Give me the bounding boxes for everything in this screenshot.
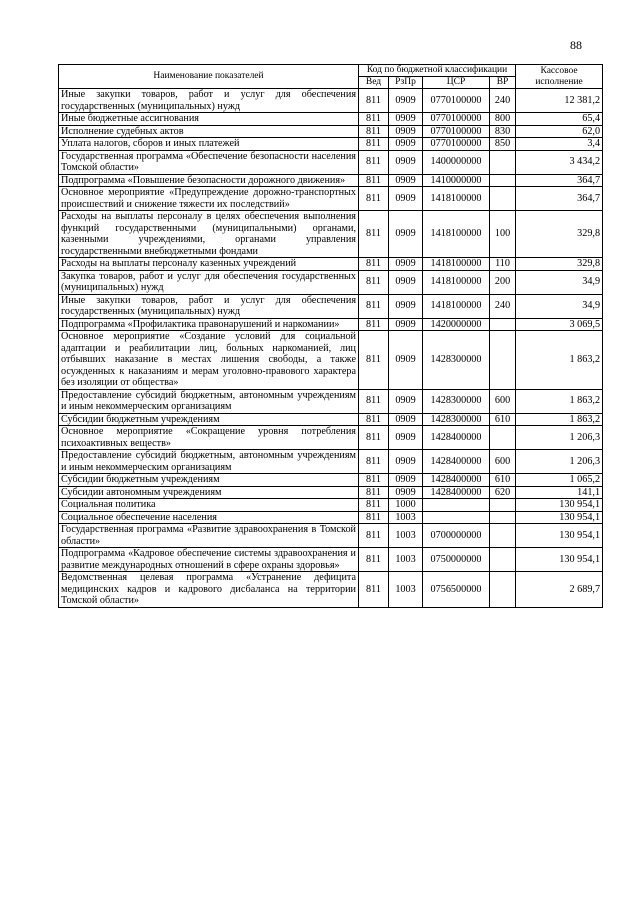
row-name: Субсидии бюджетным учреждениям	[59, 474, 359, 487]
row-vr: 240	[490, 89, 516, 113]
row-name: Социальное обеспечение населения	[59, 511, 359, 524]
row-ved: 811	[359, 486, 389, 499]
row-csr: 1418100000	[423, 270, 490, 294]
row-ved: 811	[359, 331, 389, 390]
header-vr: ВР	[490, 77, 516, 89]
table-row	[59, 113, 603, 126]
row-name: Государственная программа «Развитие здравоохранения в Томской области»	[59, 524, 359, 548]
row-rzpr: 0909	[389, 138, 423, 151]
row-csr	[423, 499, 490, 512]
row-amount: 2 689,7	[516, 572, 603, 608]
row-rzpr: 1003	[389, 572, 423, 608]
row-rzpr: 0909	[389, 113, 423, 126]
row-name: Иные бюджетные ассигнования	[59, 113, 359, 126]
row-vr	[490, 187, 516, 211]
row-name: Расходы на выплаты персоналу казенных учреждений	[59, 258, 359, 271]
row-name: Государственная программа «Обеспечение безопасности населения Томской области»	[59, 150, 359, 174]
row-vr: 110	[490, 258, 516, 271]
table-row	[59, 174, 603, 187]
row-rzpr: 0909	[389, 331, 423, 390]
header-rzpr: РзПр	[389, 77, 423, 89]
row-vr: 200	[490, 270, 516, 294]
row-ved: 811	[359, 211, 389, 258]
row-rzpr: 0909	[389, 150, 423, 174]
table-row	[59, 89, 603, 113]
row-amount: 3 434,2	[516, 150, 603, 174]
row-name: Основное мероприятие «Сокращение уровня потребления психоактивных веществ»	[59, 426, 359, 450]
row-name: Расходы на выплаты персоналу в целях обеспечения выполнения функций государственными (муниципальными) органами, казенными учреждениями, органами управления государственными внебюджетными фондами	[59, 211, 359, 258]
page-number: 88	[570, 38, 582, 52]
row-rzpr: 0909	[389, 187, 423, 211]
row-csr: 1418100000	[423, 258, 490, 271]
row-rzpr: 1003	[389, 548, 423, 572]
row-rzpr: 0909	[389, 125, 423, 138]
row-vr	[490, 548, 516, 572]
row-rzpr: 0909	[389, 318, 423, 331]
row-vr: 600	[490, 450, 516, 474]
row-rzpr: 0909	[389, 270, 423, 294]
row-amount: 141,1	[516, 486, 603, 499]
row-rzpr: 0909	[389, 450, 423, 474]
row-csr: 1428400000	[423, 450, 490, 474]
row-csr: 1418100000	[423, 294, 490, 318]
row-ved: 811	[359, 511, 389, 524]
row-ved: 811	[359, 413, 389, 426]
row-name: Иные закупки товаров, работ и услуг для обеспечения государственных (муниципальных) нужд	[59, 89, 359, 113]
table-row	[59, 125, 603, 138]
row-amount: 130 954,1	[516, 499, 603, 512]
table-row	[59, 270, 603, 294]
row-vr	[490, 318, 516, 331]
row-ved: 811	[359, 524, 389, 548]
table-row	[59, 426, 603, 450]
table-row	[59, 499, 603, 512]
table-row	[59, 331, 603, 390]
row-amount: 3,4	[516, 138, 603, 151]
row-ved: 811	[359, 125, 389, 138]
table-row	[59, 150, 603, 174]
row-amount: 1 863,2	[516, 389, 603, 413]
table-row	[59, 258, 603, 271]
row-amount: 329,8	[516, 211, 603, 258]
table-row	[59, 318, 603, 331]
table-row	[59, 389, 603, 413]
row-amount: 12 381,2	[516, 89, 603, 113]
row-vr	[490, 331, 516, 390]
row-csr: 1428400000	[423, 486, 490, 499]
row-rzpr: 0909	[389, 211, 423, 258]
row-vr	[490, 511, 516, 524]
row-csr: 0756500000	[423, 572, 490, 608]
row-amount: 1 065,2	[516, 474, 603, 487]
table-row	[59, 138, 603, 151]
table-row	[59, 474, 603, 487]
row-csr: 1428300000	[423, 389, 490, 413]
row-name: Субсидии автономным учреждениям	[59, 486, 359, 499]
row-ved: 811	[359, 572, 389, 608]
row-csr: 1418100000	[423, 187, 490, 211]
row-amount: 130 954,1	[516, 511, 603, 524]
row-vr: 620	[490, 486, 516, 499]
row-name: Подпрограмма «Повышение безопасности дорожного движения»	[59, 174, 359, 187]
row-vr: 610	[490, 413, 516, 426]
row-amount: 62,0	[516, 125, 603, 138]
table-row	[59, 450, 603, 474]
row-amount: 364,7	[516, 187, 603, 211]
row-ved: 811	[359, 258, 389, 271]
row-csr: 0770100000	[423, 138, 490, 151]
row-rzpr: 0909	[389, 389, 423, 413]
row-ved: 811	[359, 294, 389, 318]
row-amount: 329,8	[516, 258, 603, 271]
row-vr: 240	[490, 294, 516, 318]
row-ved: 811	[359, 450, 389, 474]
row-ved: 811	[359, 150, 389, 174]
row-rzpr: 0909	[389, 486, 423, 499]
row-rzpr: 0909	[389, 89, 423, 113]
row-name: Подпрограмма «Кадровое обеспечение системы здравоохранения и развитие международных отношений в сфере охраны здоровья»	[59, 548, 359, 572]
row-ved: 811	[359, 270, 389, 294]
header-code-group: Код по бюджетной классификации	[359, 65, 516, 77]
row-csr: 0750000000	[423, 548, 490, 572]
header-name: Наименование показателей	[59, 65, 359, 89]
row-vr: 830	[490, 125, 516, 138]
row-rzpr: 0909	[389, 474, 423, 487]
header-ved: Вед	[359, 77, 389, 89]
row-csr: 1428400000	[423, 474, 490, 487]
row-rzpr: 1000	[389, 499, 423, 512]
row-amount: 34,9	[516, 294, 603, 318]
row-ved: 811	[359, 474, 389, 487]
row-name: Закупка товаров, работ и услуг для обеспечения государственных (муниципальных) нужд	[59, 270, 359, 294]
table-row	[59, 486, 603, 499]
row-name: Ведомственная целевая программа «Устранение дефицита медицинских кадров и кадрового дисбаланса на территории Томской области»	[59, 572, 359, 608]
row-name: Предоставление субсидий бюджетным, автономным учреждениям и иным некоммерческим организациям	[59, 389, 359, 413]
row-amount: 1 863,2	[516, 413, 603, 426]
row-vr: 800	[490, 113, 516, 126]
row-ved: 811	[359, 426, 389, 450]
row-vr: 600	[490, 389, 516, 413]
row-amount: 364,7	[516, 174, 603, 187]
row-name: Основное мероприятие «Предупреждение дорожно-транспортных происшествий и снижение тяжести их последствий»	[59, 187, 359, 211]
row-vr	[490, 524, 516, 548]
row-name: Иные закупки товаров, работ и услуг для обеспечения государственных (муниципальных) нужд	[59, 294, 359, 318]
row-amount: 1 206,3	[516, 450, 603, 474]
row-amount: 65,4	[516, 113, 603, 126]
row-vr	[490, 426, 516, 450]
table-row	[59, 211, 603, 258]
row-csr: 1428300000	[423, 413, 490, 426]
row-csr: 0770100000	[423, 89, 490, 113]
row-vr	[490, 174, 516, 187]
row-amount: 3 069,5	[516, 318, 603, 331]
row-ved: 811	[359, 138, 389, 151]
table-row	[59, 572, 603, 608]
row-csr: 1420000000	[423, 318, 490, 331]
row-csr: 0770100000	[423, 113, 490, 126]
header-amount: Кассовое исполнение	[516, 65, 603, 89]
row-name: Подпрограмма «Профилактика правонарушений и наркомании»	[59, 318, 359, 331]
row-amount: 1 206,3	[516, 426, 603, 450]
row-name: Основное мероприятие «Создание условий для социальной адаптации и реабилитации лиц, больных наркоманией, лиц отбывших наказание в местах лишения свободы, а также осужденных к наказаниям и мерам уголовно-правового характера без изоляции от общества»	[59, 331, 359, 390]
table-row	[59, 524, 603, 548]
row-rzpr: 0909	[389, 426, 423, 450]
row-csr: 0700000000	[423, 524, 490, 548]
row-name: Предоставление субсидий бюджетным, автономным учреждениям и иным некоммерческим организациям	[59, 450, 359, 474]
row-ved: 811	[359, 187, 389, 211]
budget-execution-table	[58, 64, 603, 608]
row-ved: 811	[359, 318, 389, 331]
row-ved: 811	[359, 174, 389, 187]
row-name: Субсидии бюджетным учреждениям	[59, 413, 359, 426]
row-rzpr: 0909	[389, 413, 423, 426]
row-rzpr: 1003	[389, 511, 423, 524]
row-ved: 811	[359, 113, 389, 126]
table-row	[59, 511, 603, 524]
row-csr: 1428300000	[423, 331, 490, 390]
row-name: Социальная политика	[59, 499, 359, 512]
row-ved: 811	[359, 89, 389, 113]
row-ved: 811	[359, 499, 389, 512]
row-vr: 850	[490, 138, 516, 151]
row-csr: 1410000000	[423, 174, 490, 187]
row-rzpr: 0909	[389, 294, 423, 318]
row-amount: 130 954,1	[516, 548, 603, 572]
table-row	[59, 413, 603, 426]
table-row	[59, 548, 603, 572]
table-body	[59, 89, 603, 608]
row-csr: 1400000000	[423, 150, 490, 174]
row-vr	[490, 150, 516, 174]
row-vr: 610	[490, 474, 516, 487]
row-csr: 1428400000	[423, 426, 490, 450]
row-amount: 130 954,1	[516, 524, 603, 548]
row-ved: 811	[359, 548, 389, 572]
header-csr: ЦСР	[423, 77, 490, 89]
row-amount: 1 863,2	[516, 331, 603, 390]
table-row	[59, 187, 603, 211]
row-csr: 0770100000	[423, 125, 490, 138]
row-csr	[423, 511, 490, 524]
row-vr: 100	[490, 211, 516, 258]
row-rzpr: 1003	[389, 524, 423, 548]
row-name: Исполнение судебных актов	[59, 125, 359, 138]
row-vr	[490, 499, 516, 512]
row-name: Уплата налогов, сборов и иных платежей	[59, 138, 359, 151]
row-rzpr: 0909	[389, 258, 423, 271]
row-ved: 811	[359, 389, 389, 413]
table-row	[59, 294, 603, 318]
header-row-top	[59, 65, 603, 77]
row-amount: 34,9	[516, 270, 603, 294]
row-vr	[490, 572, 516, 608]
row-csr: 1418100000	[423, 211, 490, 258]
row-rzpr: 0909	[389, 174, 423, 187]
